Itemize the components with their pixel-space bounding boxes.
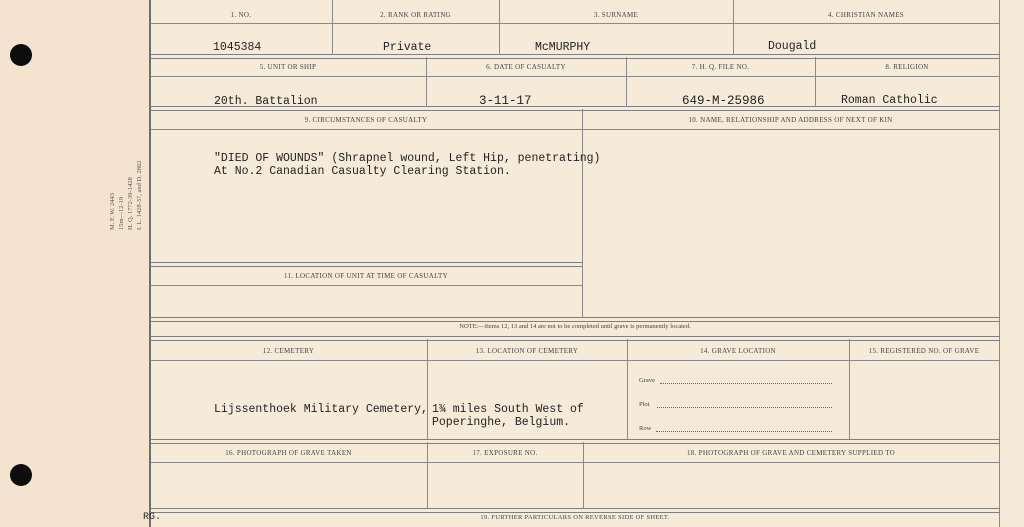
label-plot: Plot [639,401,650,408]
label-location-of-cemetery: 13. LOCATION OF CEMETERY [475,347,579,355]
value-surname: McMURPHY [535,41,591,54]
value-unit: 20th. Battalion [214,95,318,108]
label-exposure-no: 17. EXPOSURE NO. [472,449,538,457]
value-date: 3-11-17 [479,94,532,108]
punch-hole-bottom [10,464,32,486]
label-grave: Grave [639,377,655,384]
rg-mark: RG. [143,512,162,523]
label-row: Row [639,425,652,432]
label-next-of-kin: 10. NAME, RELATIONSHIP AND ADDRESS OF NEXT OF KIN [688,116,893,124]
label-circumstances: 9. CIRCUMSTANCES OF CASUALTY [304,116,428,124]
value-cemetery: Lijssenthoek Military Cemetery, [214,403,428,416]
label-location-of-unit: 11. LOCATION OF UNIT AT TIME OF CASUALTY [284,272,448,280]
left-margin [0,0,149,527]
label-registered-no: 15. REGISTERED NO. OF GRAVE [868,347,980,355]
label-grave-location: 14. GRAVE LOCATION [700,347,776,355]
value-rank: Private [383,41,432,54]
further-particulars: 19. FURTHER PARTICULARS ON REVERSE SIDE OF SHEET. [480,514,670,521]
label-photo-supplied: 18. PHOTOGRAPH OF GRAVE AND CEMETERY SUPPLIED TO [686,449,896,457]
label-surname: 3. SURNAME [593,11,639,19]
value-christian-names: Dougald [768,40,817,53]
label-no: 1. NO. [230,11,252,19]
label-date: 6. DATE OF CASUALTY [486,63,566,71]
value-no: 1045384 [213,41,262,54]
label-religion: 8. RELIGION [885,63,929,71]
value-religion: Roman Catholic [841,94,938,107]
label-unit: 5. UNIT OR SHIP [259,63,317,71]
form-code: M. F. W. 2443 15m—12-19 H. Q. 1772-39-1428 I. L. 1428-37, and D. 2862 [109,160,143,230]
note-text: NOTE:—Items 12, 13 and 14 are not to be completed until grave is permanently located. [459,323,691,330]
label-rank: 2. RANK OR RATING [380,11,451,19]
label-hq-file: 7. H. Q. FILE NO. [691,63,750,71]
value-location-of-cemetery: 1¾ miles South West of Poperinghe, Belgium. [432,403,584,429]
label-cemetery: 12. CEMETERY [262,347,315,355]
value-hq-file: 649-M-25986 [682,94,765,108]
punch-hole-top [10,44,32,66]
value-circumstances: "DIED OF WOUNDS" (Shrapnel wound, Left Hip, penetrating) At No.2 Canadian Casualty Clearing Station. [214,152,601,178]
label-photo-taken: 16. PHOTOGRAPH OF GRAVE TAKEN [225,449,352,457]
label-christian-names: 4. CHRISTIAN NAMES [828,11,904,19]
